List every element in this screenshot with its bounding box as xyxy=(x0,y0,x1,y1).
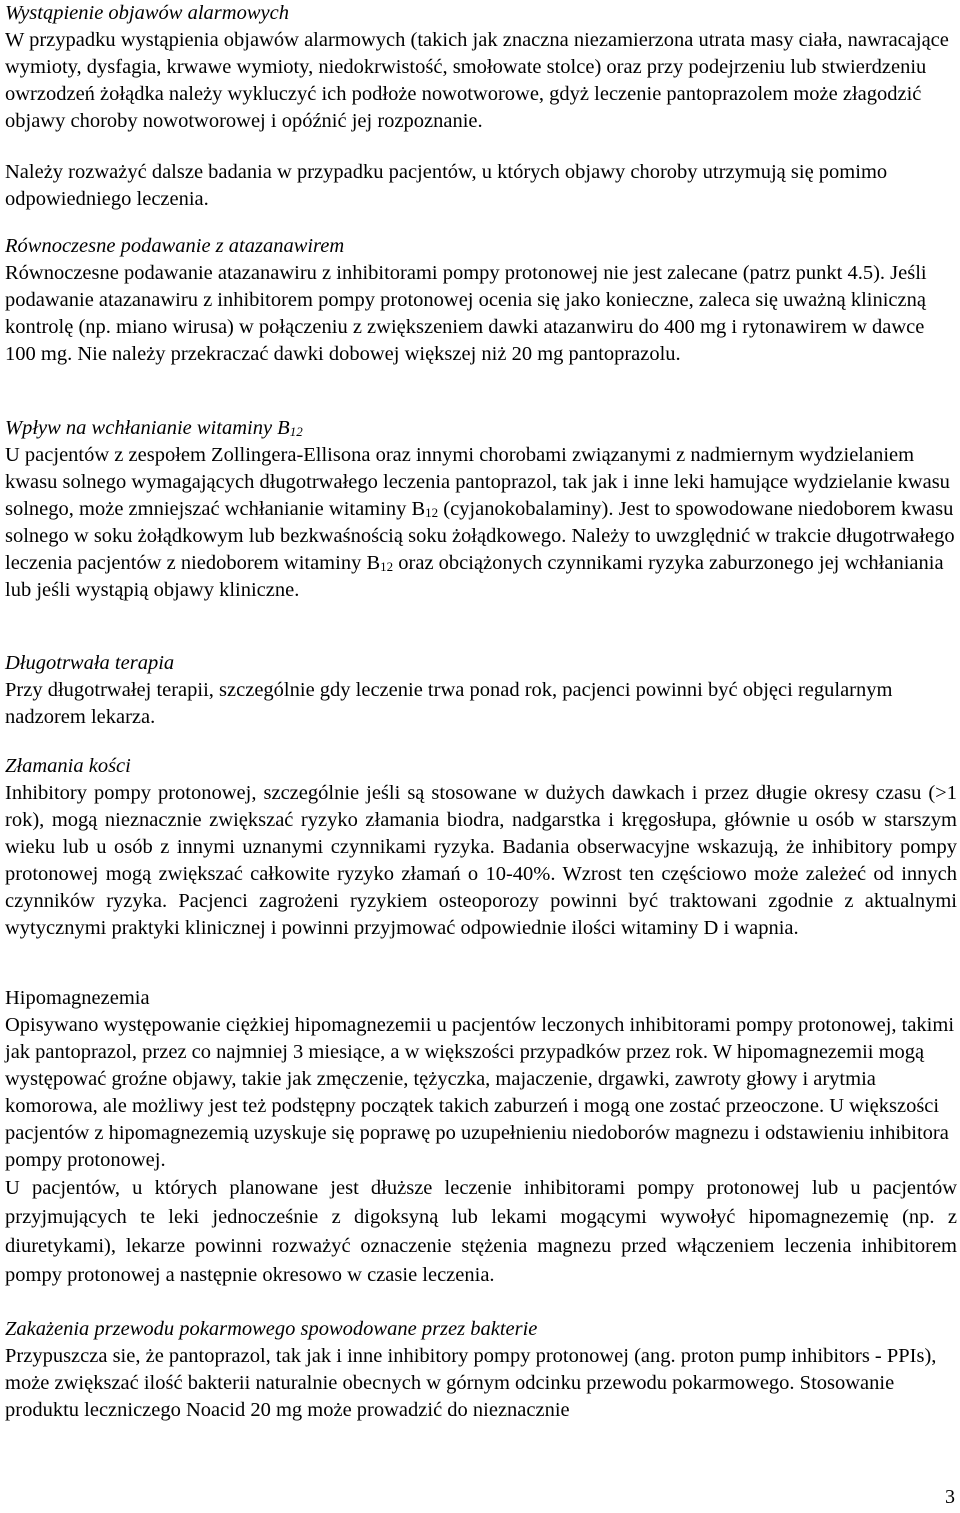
heading-text: Wpływ na wchłanianie witaminy B xyxy=(5,417,290,439)
subscript: 12 xyxy=(380,559,394,574)
section-paragraph: Należy rozważyć dalsze badania w przypadku pacjentów, u których objawy choroby utrzymują się pomimo odpowiedniego leczenia. xyxy=(5,161,888,210)
page-number: 3 xyxy=(945,1486,955,1508)
paragraph-text: (cyjanokobalaminy). Jest to spowodowane niedoborem kwasu solnego w soku żołądkowym lub bezkwaśnością soku żołądkowego. Należy to uwzględnić w trakcie długotrwałego leczenia pacjentów z niedoborem witaminy B xyxy=(5,498,955,574)
section-paragraph: Opisywano występowanie ciężkiej hipomagnezemii u pacjentów leczonych inhibitorami pompy protonowej, takimi jak pantoprazol, przez co najmniej 3 miesiące, a w większości przypadków przez rok. W hipomagnezemii mogą występować groźne objawy, takie jak zmęczenie, tężyczka, majaczenie, drgawki, zawroty głowy i arytmia komorowa, ale możliwy jest też podstępny początek takich zaburzeń i mogą one zostać przeoczone. U większości pacjentów z hipomagnezemią uzyskuje się poprawę po uzupełnieniu niedoborów magnezu i odstawieniu inhibitora pompy protonowej. xyxy=(5,1014,955,1171)
section-heading: Złamania kości xyxy=(5,755,131,777)
section-paragraph: Inhibitory pompy protonowej, szczególnie jeśli są stosowane w dużych dawkach i przez długie okresy czasu (>1 rok), mogą nieznacznie zwiększać ryzyko złamania biodra, nadgarstka i kręgosłupa, głównie u osób w starszym wieku lub u osób z innymi uznanymi czynnikami ryzyka. Badania obserwacyjne wskazują, że inhibitory pompy protonowej mogą zwiększać całkowite ryzyko złamań o 10-40%. Wzrost ten częściowo może zależeć od innych czynników ryzyka. Pacjenci zagrożeni ryzykiem osteoporozy powinni być traktowani zgodnie z aktualnymi wytycznymi praktyki klinicznej i powinni przyjmować odpowiednie ilości witaminy D i wapnia. xyxy=(5,782,957,939)
section-heading xyxy=(5,415,957,442)
section-paragraph: Równoczesne podawanie atazanawiru z inhibitorami pompy protonowej nie jest zalecane (patrz punkt 4.5). Jeśli podawanie atazanawiru z inhibitorem pompy protonowej ocenia się jako konieczne, zaleca się uważną kliniczną kontrolę (np. miano wirusa) w połączeniu z zwiększeniem dawki atazanwiru do 400 mg i rytonawirem w dawce 100 mg. Nie należy przekraczać dawki dobowej większej niż 20 mg pantoprazolu. xyxy=(5,262,927,365)
section-long-term-therapy xyxy=(5,650,957,731)
section-heading: Długotrwała terapia xyxy=(5,652,175,674)
section-vitamin-b12 xyxy=(5,415,957,604)
section-further-tests xyxy=(5,159,957,213)
heading-subscript: 12 xyxy=(289,424,303,439)
paragraph-text: U pacjentów z zespołem Zollingera-Ellisona oraz innymi chorobami związanymi z nadmiernym wydzielaniem kwasu solnego wymagających długotrwałego leczenia pantoprazol, tak jak i inne leki hamujące wydzielanie kwasu solnego, może zmniejszać wchłanianie witaminy B xyxy=(5,444,950,520)
section-atazanavir xyxy=(5,233,957,368)
section-hypomagnesemia xyxy=(5,985,957,1290)
section-paragraph: W przypadku wystąpienia objawów alarmowych (takich jak znaczna niezamierzona utrata masy ciała, nawracające wymioty, dysfagia, krwawe wymioty, niedokrwistość, smołowate stolce) oraz przy podejrzeniu lub stwierdzeniu owrzodzeń żołądka należy wykluczyć ich podłoże nowotworowe, gdyż leczenie pantoprazolem może złagodzić objawy choroby nowotworowej i opóźnić jej rozpoznanie. xyxy=(5,29,949,132)
section-paragraph: Przypuszcza sie, że pantoprazol, tak jak i inne inhibitory pompy protonowej (ang. proton pump inhibitors - PPIs), może zwiększać ilość bakterii naturalnie obecnych w górnym odcinku przewodu pokarmowego. Stosowanie produktu leczniczego Noacid 20 mg może prowadzić do nieznacznie xyxy=(5,1345,937,1421)
paragraph-text: oraz obciążonych czynnikami ryzyka zaburzonego jej wchłaniania lub jeśli wystąpią objawy kliniczne. xyxy=(5,552,944,601)
section-paragraph: Przy długotrwałej terapii, szczególnie gdy leczenie trwa ponad rok, pacjenci powinni być objęci regularnym nadzorem lekarza. xyxy=(5,679,893,728)
subscript: 12 xyxy=(425,505,439,520)
section-paragraph: U pacjentów, u których planowane jest dłuższe leczenie inhibitorami pompy protonowej lub u pacjentów przyjmujących te leki jednocześnie z digoksyną lub lekami mogącymi wywołyć hipomagnezemię (np. z diuretykami), lekarze powinni rozważyć oznaczenie stężenia magnezu przed włączeniem leczenia inhibitorem pompy protonowej a następnie okresowo w czasie leczenia. xyxy=(5,1177,957,1286)
section-heading: Hipomagnezemia xyxy=(5,987,150,1009)
section-gi-infections xyxy=(5,1316,957,1424)
section-heading: Zakażenia przewodu pokarmowego spowodowane przez bakterie xyxy=(5,1318,538,1340)
section-heading: Równoczesne podawanie z atazanawirem xyxy=(5,235,345,257)
section-bone-fractures xyxy=(5,753,957,942)
section-paragraph xyxy=(5,442,957,604)
section-heading: Wystąpienie objawów alarmowych xyxy=(5,2,289,24)
section-alarm-symptoms xyxy=(5,0,957,135)
